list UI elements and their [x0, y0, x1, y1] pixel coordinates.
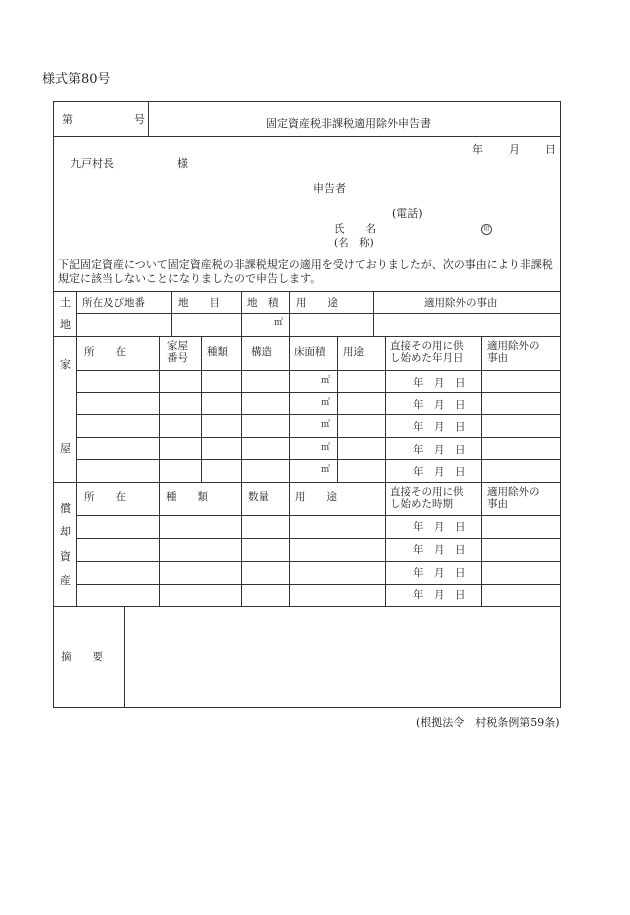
house-area-unit: ㎡	[321, 420, 331, 430]
house-col-line	[385, 336, 386, 482]
house-col-line	[337, 336, 338, 482]
house-header-use: 用途	[343, 346, 364, 358]
house-date-cell: 年 月 日	[413, 421, 466, 433]
depr-header-quantity: 数量	[248, 491, 269, 503]
land-label-top: 土	[60, 296, 71, 309]
depr-header-use: 用 途	[295, 491, 337, 503]
seal-mark: 印	[481, 224, 492, 235]
house-header-location: 所 在	[84, 346, 126, 358]
depr-date-cell: 年 月 日	[413, 589, 466, 601]
depr-header-reason: 適用除外の 事由	[487, 486, 540, 510]
declarant-label: 申告者	[313, 182, 346, 195]
house-col-line	[289, 336, 290, 482]
document-title: 固定資産税非課税適用除外申告書	[266, 117, 431, 130]
depr-header-type: 種 類	[166, 491, 208, 503]
date-year: 年	[472, 143, 483, 156]
land-col-line	[171, 291, 172, 336]
header-bottom-line	[53, 136, 561, 137]
land-col-line	[76, 291, 77, 336]
land-label-bottom: 地	[60, 318, 71, 331]
depr-header-line	[76, 515, 561, 516]
addressee-honorific: 様	[177, 157, 188, 170]
house-date-cell: 年 月 日	[413, 444, 466, 456]
house-col-line	[76, 336, 77, 482]
house-header-line	[76, 370, 561, 371]
house-header-start-date: 直接その用に供 し始めた年月日	[390, 340, 464, 364]
land-area-unit: ㎡	[274, 318, 284, 328]
corp-name-label: (名 称)	[334, 237, 374, 249]
depr-date-cell: 年 月 日	[413, 544, 466, 556]
depr-label: 産	[60, 574, 71, 587]
land-top-line	[53, 291, 561, 292]
addressee-name: 九戸村長	[70, 157, 114, 170]
land-bottom-line	[53, 336, 561, 337]
house-col-line	[481, 336, 482, 482]
house-col-line	[201, 336, 202, 482]
remarks-label: 摘 要	[61, 651, 103, 663]
depr-header-location: 所 在	[84, 491, 126, 503]
land-header-category: 地 目	[178, 297, 220, 309]
land-header-location: 所在及び地番	[82, 297, 145, 309]
legal-basis: (根拠法令 村税条例第59条)	[416, 716, 560, 729]
house-col-line	[159, 336, 160, 482]
land-col-line	[241, 291, 242, 336]
house-col-line	[241, 336, 242, 482]
depr-col-line	[481, 482, 482, 606]
land-header-line	[76, 313, 561, 314]
date-month: 月	[509, 143, 520, 156]
phone-label: (電話)	[392, 207, 423, 220]
house-header-floor-area: 床面積	[294, 346, 326, 358]
house-header-structure: 構造	[251, 346, 272, 358]
house-bottom-line	[53, 482, 561, 483]
house-header-reason: 適用除外の 事由	[487, 340, 540, 364]
house-row-line	[76, 459, 561, 460]
depr-label: 資	[60, 550, 71, 563]
depr-col-line	[241, 482, 242, 606]
house-header-type: 種類	[207, 346, 228, 358]
house-label-top: 家	[60, 358, 71, 371]
depr-col-line	[289, 482, 290, 606]
name-label: 氏 名	[334, 223, 376, 235]
header-divider	[148, 101, 149, 136]
depr-row-line	[76, 561, 561, 562]
depr-label: 却	[60, 525, 71, 538]
number-suffix: 号	[134, 113, 145, 126]
house-label-bottom: 屋	[60, 442, 71, 455]
house-row-line	[76, 437, 561, 438]
house-area-unit: ㎡	[321, 443, 331, 453]
depr-label: 償	[60, 502, 71, 515]
depr-date-cell: 年 月 日	[413, 567, 466, 579]
date-day: 日	[545, 143, 556, 156]
form-frame	[53, 101, 561, 708]
depr-col-line	[385, 482, 386, 606]
house-row-line	[76, 392, 561, 393]
land-header-area: 地 積	[247, 297, 279, 309]
depr-date-cell: 年 月 日	[413, 521, 466, 533]
land-header-use: 用 途	[296, 297, 338, 309]
depr-bottom-line	[53, 606, 561, 607]
land-col-line	[373, 291, 374, 336]
statement-text: 下記固定資産について固定資産税の非課税規定の適用を受けておりましたが、次の事由により非課税規定に該当しないことになりましたので申告します。	[58, 258, 553, 285]
land-col-line	[289, 291, 290, 336]
form-number: 様式第80号	[42, 72, 111, 87]
house-area-unit: ㎡	[321, 465, 331, 475]
land-header-reason: 適用除外の事由	[424, 297, 498, 309]
depr-col-line	[76, 482, 77, 606]
remarks-divider	[124, 606, 125, 708]
house-date-cell: 年 月 日	[413, 399, 466, 411]
depr-col-line	[159, 482, 160, 606]
depr-row-line	[76, 584, 561, 585]
house-date-cell: 年 月 日	[413, 377, 466, 389]
depr-row-line	[76, 538, 561, 539]
house-date-cell: 年 月 日	[413, 466, 466, 478]
number-prefix: 第	[62, 113, 73, 126]
house-area-unit: ㎡	[321, 398, 331, 408]
house-header-number: 家屋 番号	[167, 340, 188, 364]
house-area-unit: ㎡	[321, 376, 331, 386]
depr-header-start: 直接その用に供 し始めた時期	[390, 486, 464, 510]
house-row-line	[76, 414, 561, 415]
